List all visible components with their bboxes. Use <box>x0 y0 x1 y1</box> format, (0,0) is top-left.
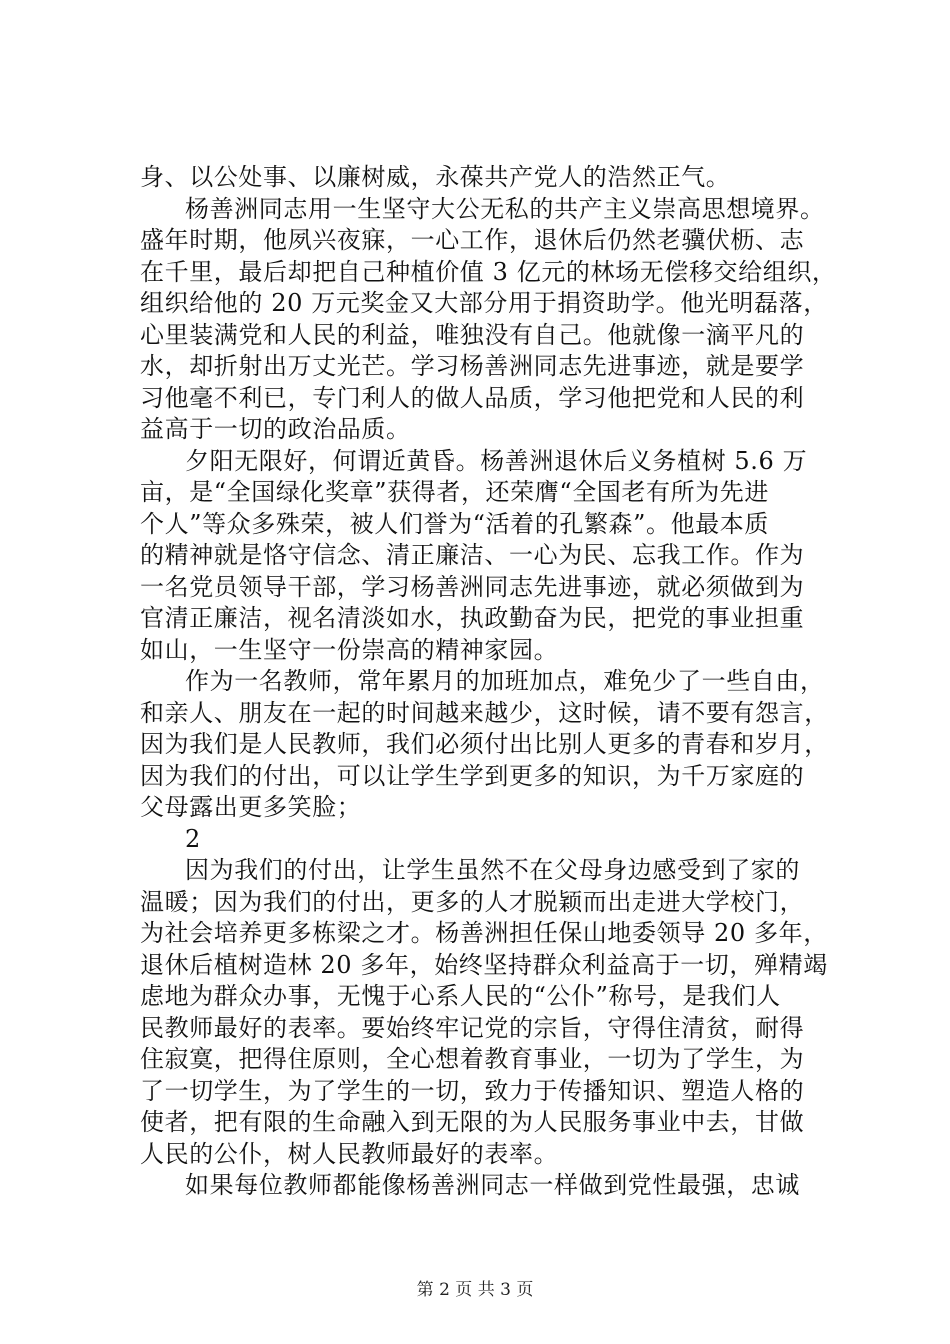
text-line: 因为我们的付出，让学生虽然不在父母身边感受到了家的 <box>185 856 800 884</box>
body-text <box>140 162 840 1202</box>
text-line: 了一切学生，为了学生的一切，致力于传播知识、塑造人格的 <box>140 1076 805 1105</box>
text-line: 在千里，最后却把自己种植价值 3 亿元的林场无偿移交给组织， <box>140 257 837 286</box>
text-line: 个人”等众多殊荣，被人们誉为“活着的孔繁森”。他最本质 <box>140 509 770 538</box>
text-line: 水，却折射出万丈光芒。学习杨善洲同志先进事迹，就是要学 <box>140 352 805 380</box>
text-line: 心里装满党和人民的利益，唯独没有自己。他就像一滴平凡的 <box>140 320 805 349</box>
inline-page-number: 2 <box>185 824 201 853</box>
text-line: 人民的公仆，树人民教师最好的表率。 <box>140 1139 559 1168</box>
text-line: 习他毫不利已，专门利人的做人品质，学习他把党和人民的利 <box>140 383 805 412</box>
text-line: 作为一名教师，常年累月的加班加点，难免少了一些自由， <box>185 667 825 695</box>
text-line: 使者，把有限的生命融入到无限的为人民服务事业中去，甘做 <box>140 1108 805 1136</box>
paragraph-block <box>140 162 840 824</box>
text-line: 益高于一切的政治品质。 <box>140 415 411 443</box>
text-line: 官清正廉洁，视名清淡如水，执政勤奋为民，把党的事业担重 <box>140 604 805 632</box>
text-line: 虑地为群众办事，无愧于心系人民的“公仆”称号，是我们人 <box>140 982 781 1010</box>
text-line: 为社会培养更多栋梁之才。杨善洲担任保山地委领导 20 多年， <box>140 919 828 947</box>
text-line: 杨善洲同志用一生坚守大公无私的共产主义崇高思想境界。 <box>185 194 825 223</box>
text-line: 盛年时期，他夙兴夜寐，一心工作，退休后仍然老骥伏枥、志 <box>140 226 805 254</box>
page-footer: 第 2 页 共 3 页 <box>416 1280 534 1300</box>
text-line: 因为我们是人民教师，我们必须付出比别人更多的青春和岁月， <box>140 730 829 758</box>
text-line: 父母露出更多笑脸； <box>140 793 362 821</box>
text-line: 身、以公处事、以廉树威，永葆共产党人的浩然正气。 <box>140 163 731 191</box>
text-line: 一名党员领导干部，学习杨善洲同志先进事迹，就必须做到为 <box>140 572 805 601</box>
text-line: 亩，是“全国绿化奖章”获得者，还荣膺“全国老有所为先进 <box>140 478 770 506</box>
text-line: 住寂寞，把得住原则，全心想着教育事业，一切为了学生，为 <box>140 1045 805 1073</box>
text-line: 的精神就是恪守信念、清正廉洁、一心为民、忘我工作。作为 <box>140 541 805 569</box>
text-line: 如果每位教师都能像杨善洲同志一样做到党性最强，忠诚 <box>185 1171 800 1199</box>
text-line: 如山，一生坚守一份崇高的精神家园。 <box>140 635 559 664</box>
text-line: 组织给他的 20 万元奖金又大部分用于捐资助学。他光明磊落， <box>140 289 828 317</box>
text-line: 温暖；因为我们的付出，更多的人才脱颖而出走进大学校门， <box>140 887 805 916</box>
text-line: 民教师最好的表率。要始终牢记党的宗旨，守得住清贫，耐得 <box>140 1013 805 1042</box>
text-line: 退休后植树造林 20 多年，始终坚持群众利益高于一切，殚精竭 <box>140 950 828 979</box>
text-line: 因为我们的付出，可以让学生学到更多的知识，为千万家庭的 <box>140 761 805 790</box>
text-line: 夕阳无限好，何谓近黄昏。杨善洲退休后义务植树 5.6 万 <box>185 446 808 475</box>
text-line: 和亲人、朋友在一起的时间越来越少，这时候，请不要有怨言， <box>140 698 829 727</box>
paragraph-block <box>140 855 840 1202</box>
